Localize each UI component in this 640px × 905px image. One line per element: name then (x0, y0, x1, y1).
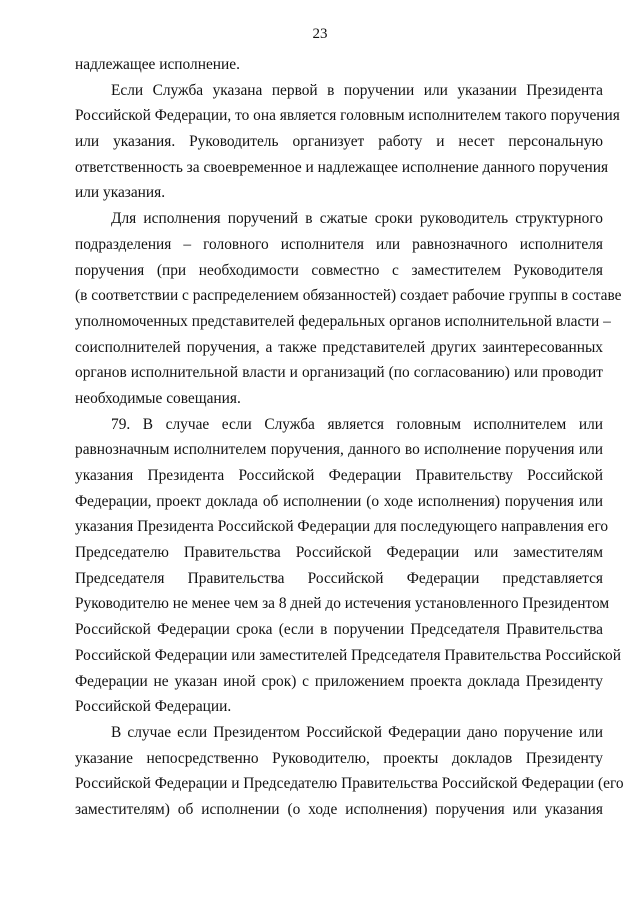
text-line: подразделения – головного исполнителя или равнозначного исполнителя (75, 235, 603, 253)
text-line: Федерации не указан иной срок) с приложением проекта доклада Президенту (75, 672, 603, 690)
text-line: 79. В случае если Служба является головным исполнителем или (111, 415, 603, 433)
page-number: 23 (312, 26, 328, 42)
text-line: (в соответствии с распределением обязанностей) создает рабочие группы в составе (75, 287, 622, 305)
text-line: Российской Федерации или заместителей Председателя Правительства Российской (75, 646, 621, 664)
text-line: или указания. (75, 184, 166, 202)
text-line: Руководителю не менее чем за 8 дней до истечения установленного Президентом (75, 595, 610, 613)
text-line: Российской Федерации срока (если в поручении Председателя Правительства (75, 621, 603, 639)
text-line: поручения (при необходимости совместно с заместителем Руководителя (75, 261, 603, 279)
text-line: равнозначным исполнителем поручения, данного во исполнение поручения или (75, 441, 603, 459)
text-line: органов исполнительной власти и организаций (по согласованию) или проводит (75, 364, 603, 382)
text-line: указания Президента Российской Федерации Правительству Российской (75, 467, 603, 484)
text-line: необходимые совещания. (75, 389, 241, 407)
text-line: Если Служба указана первой в поручении или указании Президента (111, 81, 603, 99)
text-line: Российской Федерации и Председателю Правительства Российской Федерации (его (75, 775, 624, 793)
text-line: указания Президента Российской Федерации для последующего направления его (75, 518, 609, 536)
text-line: Российской Федерации, то она является головным исполнителем такого поручения (75, 107, 620, 125)
text-line: Председателя Правительства Российской Федерации представляется (75, 569, 603, 587)
text-line: заместителям) об исполнении (о ходе исполнения) поручения или указания (75, 800, 603, 818)
text-line: уполномоченных представителей федеральных органов исполнительной власти – (75, 312, 611, 330)
text-line: Российской Федерации. (75, 698, 232, 716)
text-line: Федерации, проект доклада об исполнении (о ходе исполнения) поручения или (75, 492, 603, 510)
text-line: Председателю Правительства Российской Федерации или заместителям (75, 544, 603, 562)
text-line: надлежащее исполнение. (75, 56, 240, 73)
text-line: указание непосредственно Руководителю, проекты докладов Президенту (75, 749, 603, 767)
document-body (75, 52, 624, 823)
text-line: или указания. Руководитель организует работу и несет персональную (75, 133, 603, 151)
text-line: соисполнителей поручения, а также представителей других заинтересованных (75, 338, 603, 356)
text-line: ответственность за своевременное и надлежащее исполнение данного поручения (75, 158, 609, 176)
text-line: Для исполнения поручений в сжатые сроки руководитель структурного (111, 210, 603, 228)
text-line: В случае если Президентом Российской Федерации дано поручение или (111, 723, 603, 741)
